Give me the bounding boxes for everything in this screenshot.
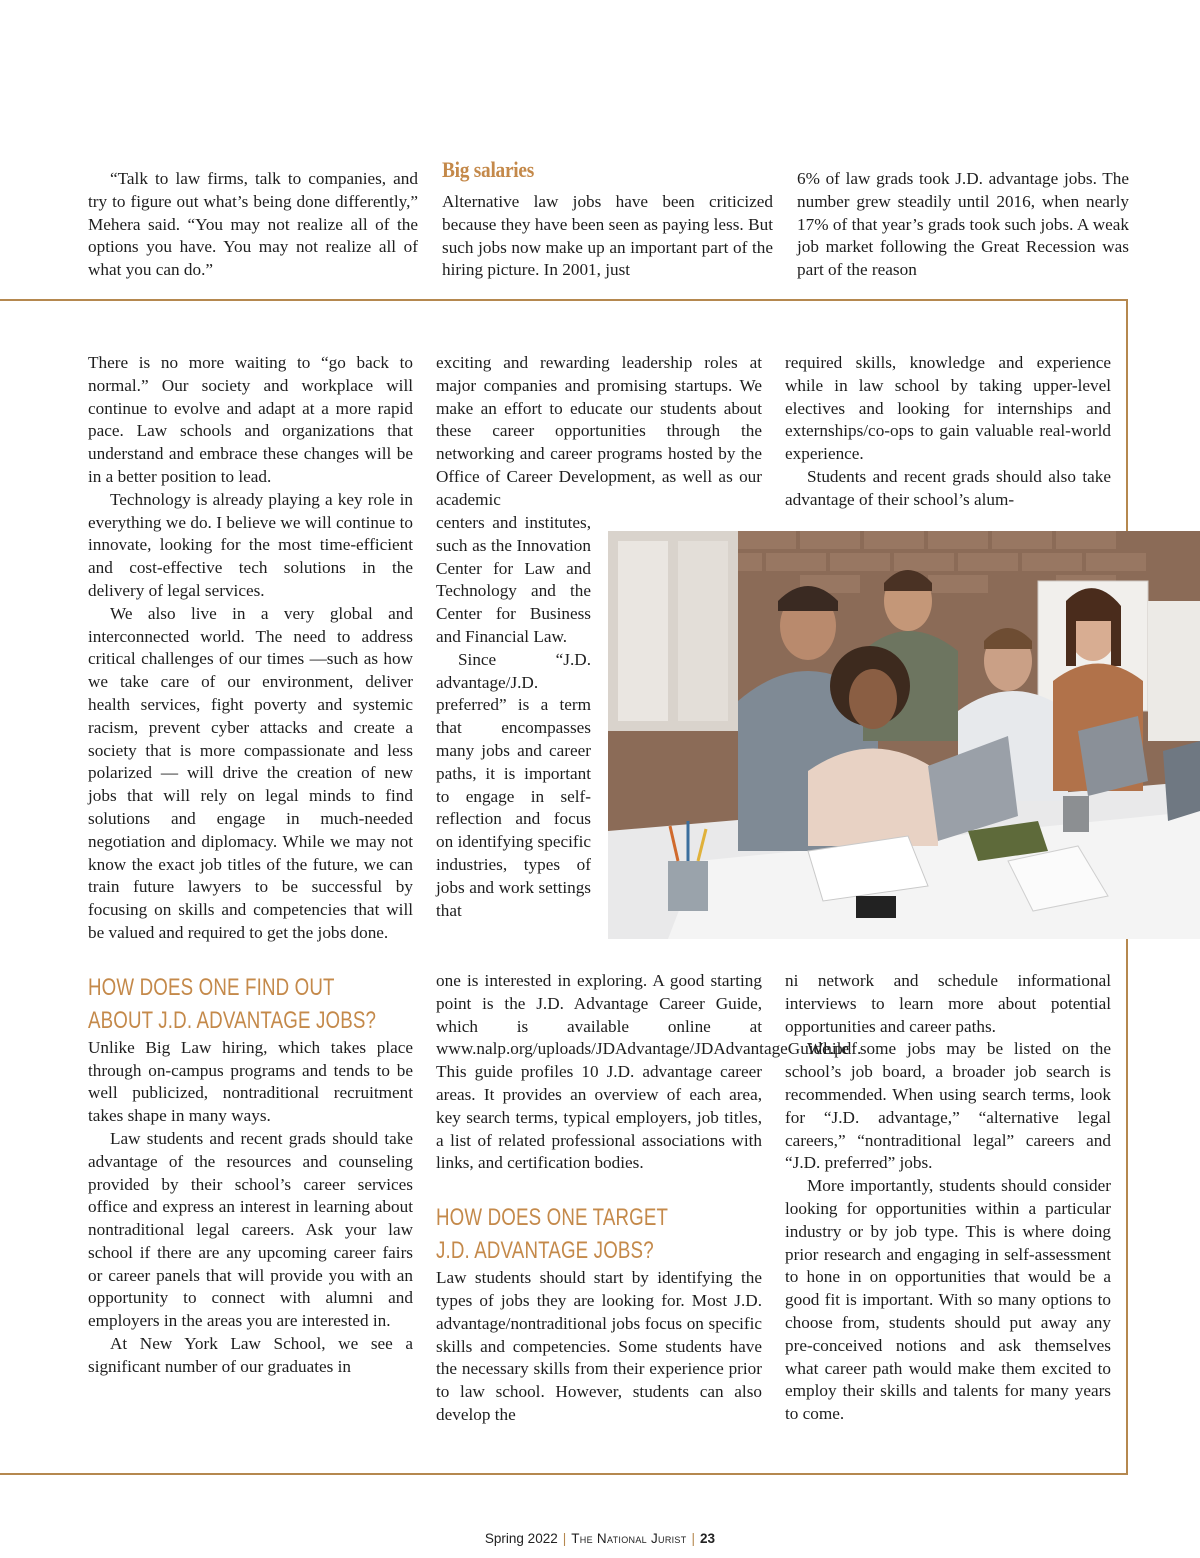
column-3-lower [785, 970, 1111, 1426]
subhead-target-line2: J.D. ADVANTAGE JOBS? [436, 1237, 654, 1265]
column-2-lower [436, 970, 862, 1427]
col3-paragraph: More importantly, students should consider looking for opportunities within a particular industry or by job type. This is where doing prior research and engaging in self-assessment to hone in on opportunities that would be a good fit is important. With so many options to choose from, students should put away any pre-conceived notions and ask themselves what career path would make them excited to employ their skills and talents for many years to come. [785, 1176, 1111, 1424]
top-column-1 [88, 168, 418, 282]
top-col3-text: 6% of law grads took J.D. advantage jobs. The number grew steadily until 2016, when nearly 17% of that year’s grads took such jobs. A weak job market following the Great Recession was part of the reason [797, 169, 1129, 280]
col1-paragraph: There is no more waiting to “go back to normal.” Our society and workplace will continue to evolve and adapt at a more rapid pace. Law schools and organizations that understand and embrace these changes will be in a better position to lead. [88, 353, 413, 486]
col1-paragraph: We also live in a very global and interconnected world. The need to address critical challenges of our times —such as how we take care of our environment, deliver health services, fight poverty and systemic racism, prevent cyber attacks and create a society that is more compassionate and less polarized — will drive the creation of new jobs that will rely on legal minds to find solutions and engage in much-needed negotiation and diplomacy. While we may not know the exact job titles of the future, we can train future lawyers to be successful by focusing on skills and competencies that will be valued and required to get the jobs done. [88, 603, 413, 942]
col1-paragraph: Unlike Big Law hiring, which takes place through on-campus programs and tends to be well publicized, nontraditional recruitment takes shape in many ways. [88, 1037, 413, 1126]
top-col1-text: “Talk to law firms, talk to companies, and try to figure out what’s being done differently,” Mehera said. “You may not realize all of the options you have. You may not realize all of what you can do.” [88, 169, 418, 280]
col3-paragraph: While some jobs may be listed on the school’s job board, a broader job search is recommended. When using search terms, look for “J.D. advantage,” “alternative legal careers,” “nontraditional legal” careers and “J.D. preferred” jobs. [785, 1039, 1111, 1173]
subhead-find-out-line2: ABOUT J.D. ADVANTAGE JOBS? [88, 1006, 377, 1034]
column-3 [785, 352, 1111, 512]
col2-paragraph: exciting and rewarding leadership roles at major companies and promising startups. We make an effort to educate our students about these career opportunities through the networking and career programs hosted by the Office of Career Development, as well as our academic [436, 353, 762, 509]
column-2-narrow [436, 512, 591, 922]
top-col2-text: Alternative law jobs have been criticized because they have been seen as paying less. But such jobs now make up an important part of the hiring picture. In 2001, just [442, 192, 773, 280]
page-footer [0, 1531, 1200, 1546]
col1-paragraph: At New York Law School, we see a significant number of our graduates in [88, 1334, 413, 1376]
subhead-find-out-line1: HOW DOES ONE FIND OUT [88, 973, 335, 1001]
col3-paragraph: ni network and schedule informational interviews to learn more about potential opportunities and career paths. [785, 971, 1111, 1036]
big-salaries-heading: Big salaries [442, 157, 535, 182]
col1-paragraph: Technology is already playing a key role in everything we do. I believe we will continue to innovate, looking for the most time-efficient and cost-effective tech solutions in the delivery of legal services. [88, 489, 413, 600]
col1-paragraph: Law students and recent grads should take advantage of the resources and counseling provided by their school’s career services office and express an interest in learning about nontraditional legal careers. Ask your law school if there are any upcoming career fairs or career panels that will provide you with an opportunity to connect with alumni and employers in the areas you are interested in. [88, 1128, 413, 1331]
col3-paragraph: required skills, knowledge and experience while in law school by taking upper-level electives and looking for internships and externships/co-ops to gain valuable real-world experience. [785, 353, 1111, 464]
footer-issue: Spring 2022 [484, 1531, 558, 1546]
column-1 [88, 352, 413, 1379]
col2-paragraph: centers and institutes, such as the Innovation Center for Law and Technology and the Center for Business and Financial Law. [436, 513, 591, 646]
footer-magazine: The National Jurist [571, 1531, 687, 1546]
col3-paragraph: Students and recent grads should also take advantage of their school’s alum- [785, 466, 1111, 509]
footer-page-number: 23 [700, 1531, 716, 1546]
footer-separator: | [562, 1531, 567, 1546]
box-rule-bottom [0, 1473, 1128, 1475]
top-column-3 [797, 168, 1129, 282]
top-column-2 [442, 191, 773, 282]
col2-paragraph: one is interested in exploring. A good starting point is the J.D. Advantage Career Guide, which is available online at www.nalp.org/uploads/JDAdvantage/JDAdvantageGuide.pdf. This guide profiles 10 J.D. advantage career areas. It provides an overview of each area, key search terms, typical employers, job titles, a list of related professional associations with links, and certification bodies. [436, 971, 862, 1173]
column-2 [436, 352, 762, 512]
col2-paragraph: Since “J.D. advantage/J.D. preferred” is a term that encompasses many jobs and career paths, it is important to engage in self-reflection and focus on identifying specific industries, types of jobs and work settings that [436, 649, 591, 920]
team-meeting-photo [608, 531, 1200, 939]
box-rule-top [0, 299, 1128, 301]
subhead-target-line1: HOW DOES ONE TARGET [436, 1204, 669, 1232]
footer-separator: | [691, 1531, 696, 1546]
col2-paragraph: Law students should start by identifying the types of jobs they are looking for. Most J.D. advantage/nontraditional jobs focus on specific skills and competencies. Some students have the necessary skills from their experience prior to law school. However, students can also develop the [436, 1268, 762, 1424]
